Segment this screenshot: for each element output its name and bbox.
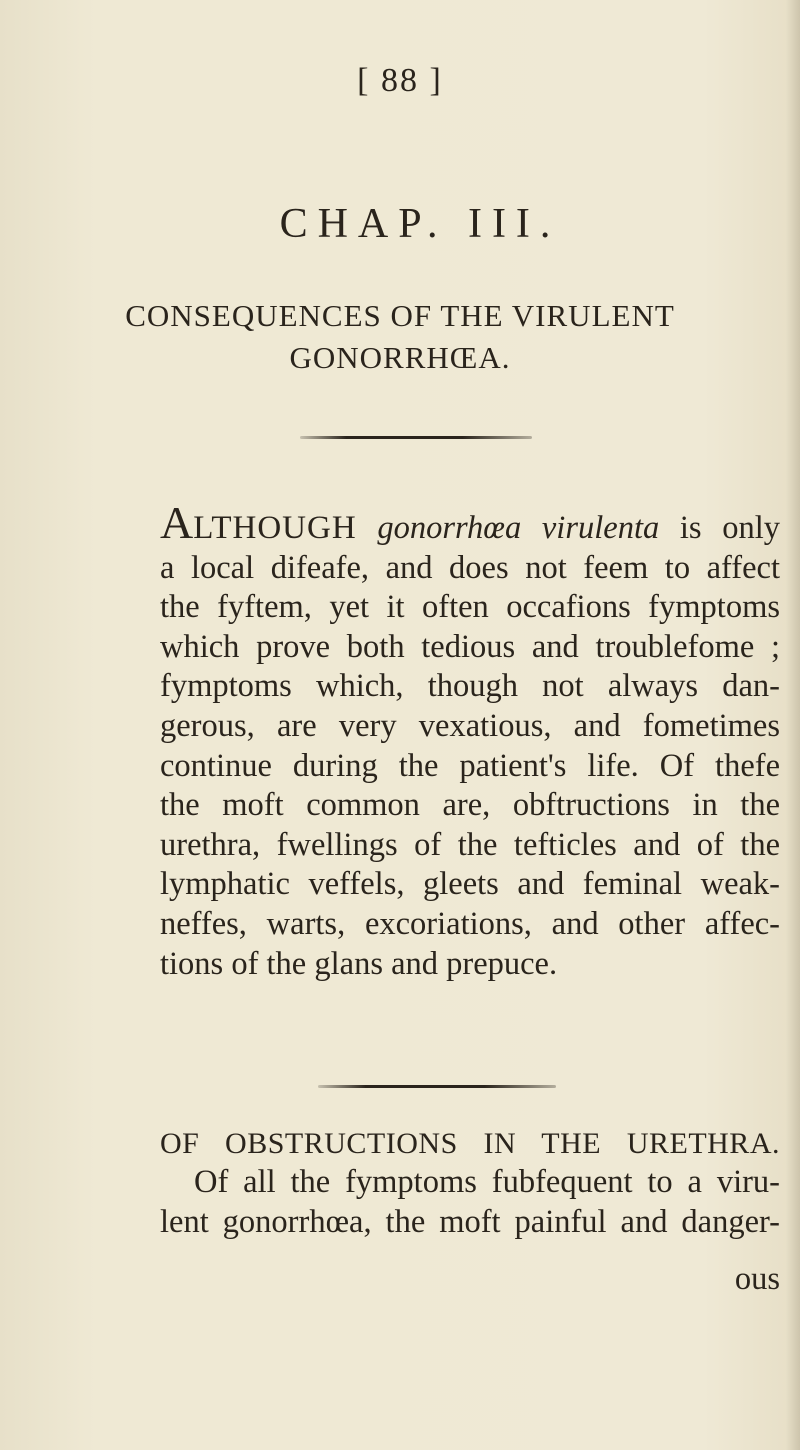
paragraph-2: [160, 1163, 780, 1242]
paragraph-2-line-2: lent gonorrhœa, the moft painful and danger-: [160, 1203, 780, 1240]
opening-word-rest: LTHOUGH: [193, 510, 357, 546]
paragraph-1-line-7: continue during the patient's life. Of thefe: [160, 747, 780, 784]
paragraph-1-line-11: neffes, warts, excoriations, and other affec-: [160, 905, 780, 942]
paragraph-1-line-12: tions of the glans and prepuce.: [160, 945, 558, 982]
paragraph-1-line-8: the moft common are, obftructions in the: [160, 787, 780, 824]
latin-term: gonorrhœa virulenta: [377, 510, 660, 546]
paragraph-1-line-5: fymptoms which, though not always dan-: [160, 668, 780, 705]
paragraph-1-line-6: gerous, are very vexatious, and fometimes: [160, 707, 780, 744]
catchword: ous: [734, 1261, 780, 1297]
paragraph-1-line-10: lymphatic veffels, gleets and feminal weak-: [160, 866, 780, 903]
paragraph-1-line-4: which prove both tedious and troublefome ;: [160, 628, 780, 665]
paragraph-1: [160, 497, 780, 984]
paragraph-1-line-1: [160, 497, 780, 549]
chapter-title-line-2: GONORRHŒA.: [289, 340, 511, 375]
page-number-header: [ 88 ]: [357, 62, 443, 99]
initial-letter: A: [160, 497, 194, 548]
section-heading: OF OBSTRUCTIONS IN THE URETHRA.: [160, 1127, 780, 1160]
paragraph-1-line-2: a local difeafe, and does not feem to affect: [160, 549, 780, 586]
paragraph-1-line-9: urethra, fwellings of the tefticles and of the: [160, 826, 780, 863]
paragraph-2-line-1: Of all the fymptoms fubfequent to a viru-: [194, 1164, 780, 1200]
ornamental-rule-top: [300, 436, 532, 439]
ornamental-rule-bottom: [318, 1085, 556, 1088]
paragraph-1-line-3: the fyftem, yet it often occafions fymptoms: [160, 589, 780, 626]
chapter-title-line-1: CONSEQUENCES OF THE VIRULENT: [125, 298, 675, 333]
chapter-heading: CHAP. III.: [279, 201, 561, 247]
first-line-tail: is only: [679, 510, 780, 546]
